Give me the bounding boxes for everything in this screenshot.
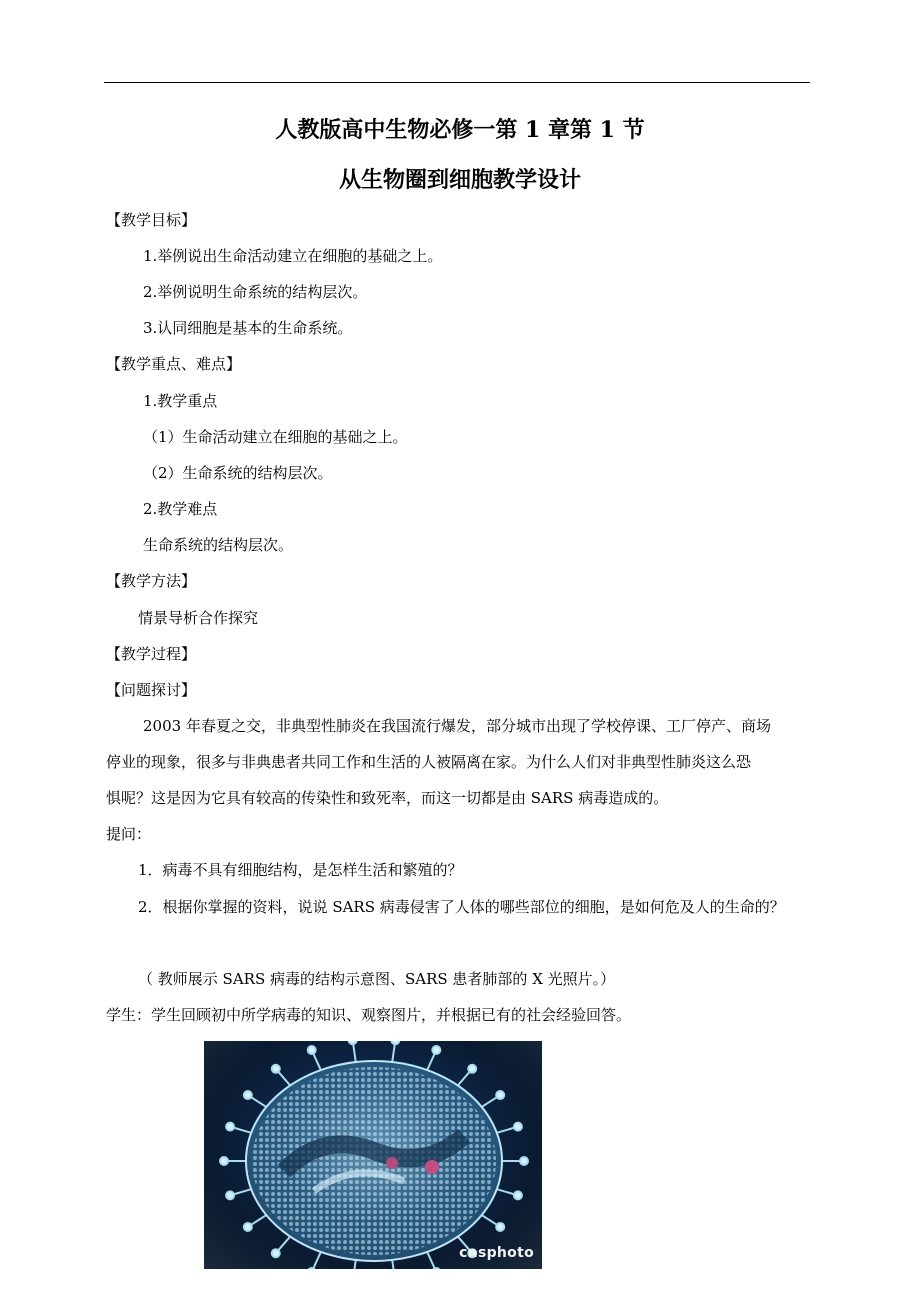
virus-spike-tip [244,1223,252,1231]
question-item: 1．病毒不具有细胞结构，是怎样生活和繁殖的？ [138,861,463,879]
student-note: 学生：学生回顾初中所学病毒的知识、观察图片，并根据已有的社会经验回答。 [106,1006,632,1024]
virus-spike-tip [272,1249,280,1257]
header-rule [104,82,810,83]
virus-spike-tip [226,1123,234,1131]
virus-spike-tip [272,1065,280,1073]
virus-spike [427,1252,436,1269]
focus-label: 1.教学重点 [143,392,218,410]
section-heading-process: 【教学过程】 [106,645,197,663]
virus-spike-tip [391,1041,399,1044]
question-item: 2．根据你掌握的资料，说说 SARS 病毒侵害了人体的哪些部位的细胞，是如何危及人的生命的？ [138,898,785,916]
virus-spike-tip [520,1157,528,1165]
section-heading-discussion: 【问题探讨】 [106,681,197,699]
virus-spike-tip [514,1191,522,1199]
difficulty-text: 生命系统的结构层次。 [143,536,294,554]
section-heading-goals: 【教学目标】 [106,211,197,229]
virus-spike-tip [496,1223,504,1231]
virus-spike-tip [226,1191,234,1199]
goal-item: 2.举例说明生命系统的结构层次。 [143,283,368,301]
goal-item: 3.认同细胞是基本的生命系统。 [143,319,353,337]
document-title: 人教版高中生物必修一第 1 章第 1 节 [275,117,645,143]
virus-spike-tip [468,1065,476,1073]
virus-spike [312,1252,321,1269]
virus-spike-tip [308,1268,316,1269]
sars-virus-photo [204,1041,542,1269]
virus-spike-tip [432,1046,440,1054]
difficulty-label: 2.教学难点 [143,500,218,518]
focus-item: （2）生命系统的结构层次。 [143,464,333,482]
virus-spike-tip [496,1091,504,1099]
teacher-note: （ 教师展示 SARS 病毒的结构示意图、SARS 患者肺部的 X 光照片。） [138,970,616,988]
ask-label: 提问： [106,825,152,843]
virus-spike-tip [244,1091,252,1099]
virus-spike [353,1260,356,1269]
paragraph-line: 停业的现象，很多与非典患者共同工作和生活的人被隔离在家。为什么人们对非典型性肺炎这么恐 [106,753,752,771]
section-heading-method: 【教学方法】 [106,572,197,590]
virus-spike-tip [220,1157,228,1165]
virus-spike-tip [432,1268,440,1269]
focus-item: （1）生命活动建立在细胞的基础之上。 [143,428,408,446]
virus-spike-tip [349,1041,357,1044]
method-text: 情景导析合作探究 [138,609,259,627]
section-heading-key-points: 【教学重点、难点】 [106,355,242,373]
virus-spike-tip [308,1046,316,1054]
virus-spike-tip [514,1123,522,1131]
virus-illustration [204,1041,542,1269]
paragraph-line: 惧呢？这是因为它具有较高的传染性和致死率，而这一切都是由 SARS 病毒造成的。 [106,789,669,807]
virus-spike [392,1260,395,1269]
goal-item: 1.举例说出生命活动建立在细胞的基础之上。 [143,247,443,265]
photo-watermark: cnsphoto [459,1245,534,1261]
document-subtitle: 从生物圈到细胞教学设计 [338,167,581,193]
paragraph-line: 2003 年春夏之交，非典型性肺炎在我国流行爆发，部分城市出现了学校停课、工厂停产、商场 [143,717,771,735]
